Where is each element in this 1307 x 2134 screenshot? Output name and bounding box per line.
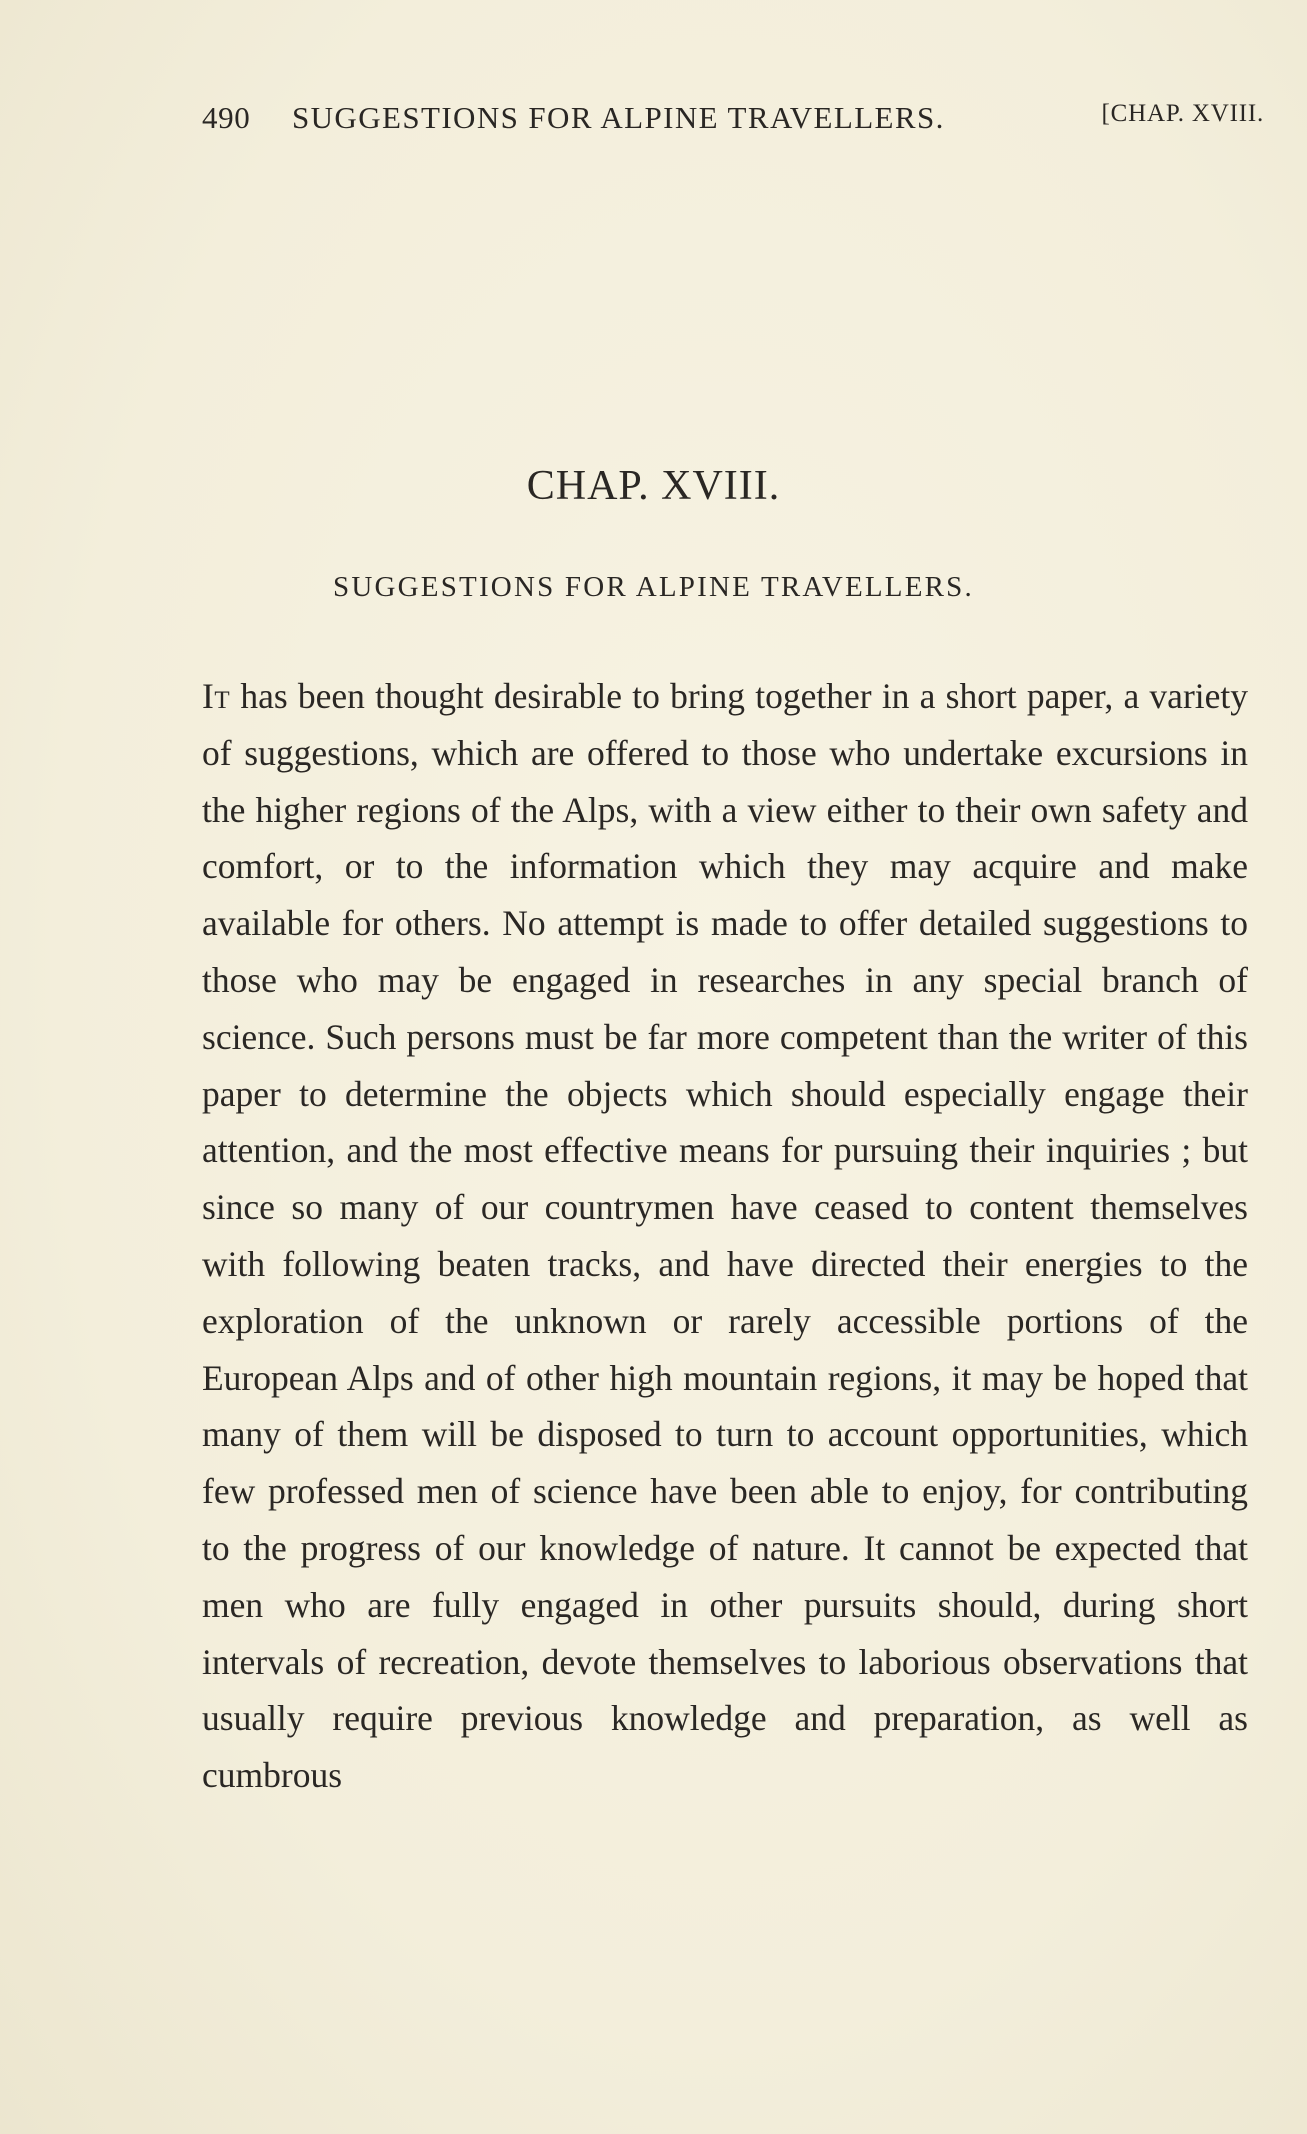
- page-number: 490: [202, 100, 251, 135]
- paragraph-text: has been thought desirable to bring together in a short paper, a variety of suggestions, which are offered to those who undertake excursions in the higher regions of the Alps, with a view either to their own safety and comfort, or to the information which they may acquire and make available for others. No attempt is made to offer detailed suggestions to those who may be engaged in researches in any special branch of science. Such persons must be far more competent than the writer of this paper to determine the objects which should especially engage their attention, and the most effective means for pursuing their inquiries ; but since so many of our countrymen have ceased to content themselves with following beaten tracks, and have directed their energies to the exploration of the unknown or rarely accessible portions of the European Alps and of other high mountain regions, it may be hoped that many of them will be disposed to turn to account opportunities, which few professed men of science have been able to enjoy, for contributing to the progress of our knowledge of nature. It cannot be expected that men who are fully engaged in other pursuits should, during short intervals of recreation, devote themselves to laborious observations that usually require previous knowledge and preparation, as well as cumbrous: [202, 676, 1248, 1796]
- lead-word: It: [202, 676, 231, 716]
- running-head-title: SUGGESTIONS FOR ALPINE TRAVELLERS.: [292, 100, 945, 135]
- running-head-chapter-ref: [CHAP. XVIII.: [1101, 100, 1264, 127]
- chapter-subtitle: SUGGESTIONS FOR ALPINE TRAVELLERS.: [333, 571, 974, 603]
- body-paragraph: [202, 668, 1248, 1998]
- chapter-heading: CHAP. XVIII.: [526, 463, 781, 509]
- running-head: [202, 100, 1272, 142]
